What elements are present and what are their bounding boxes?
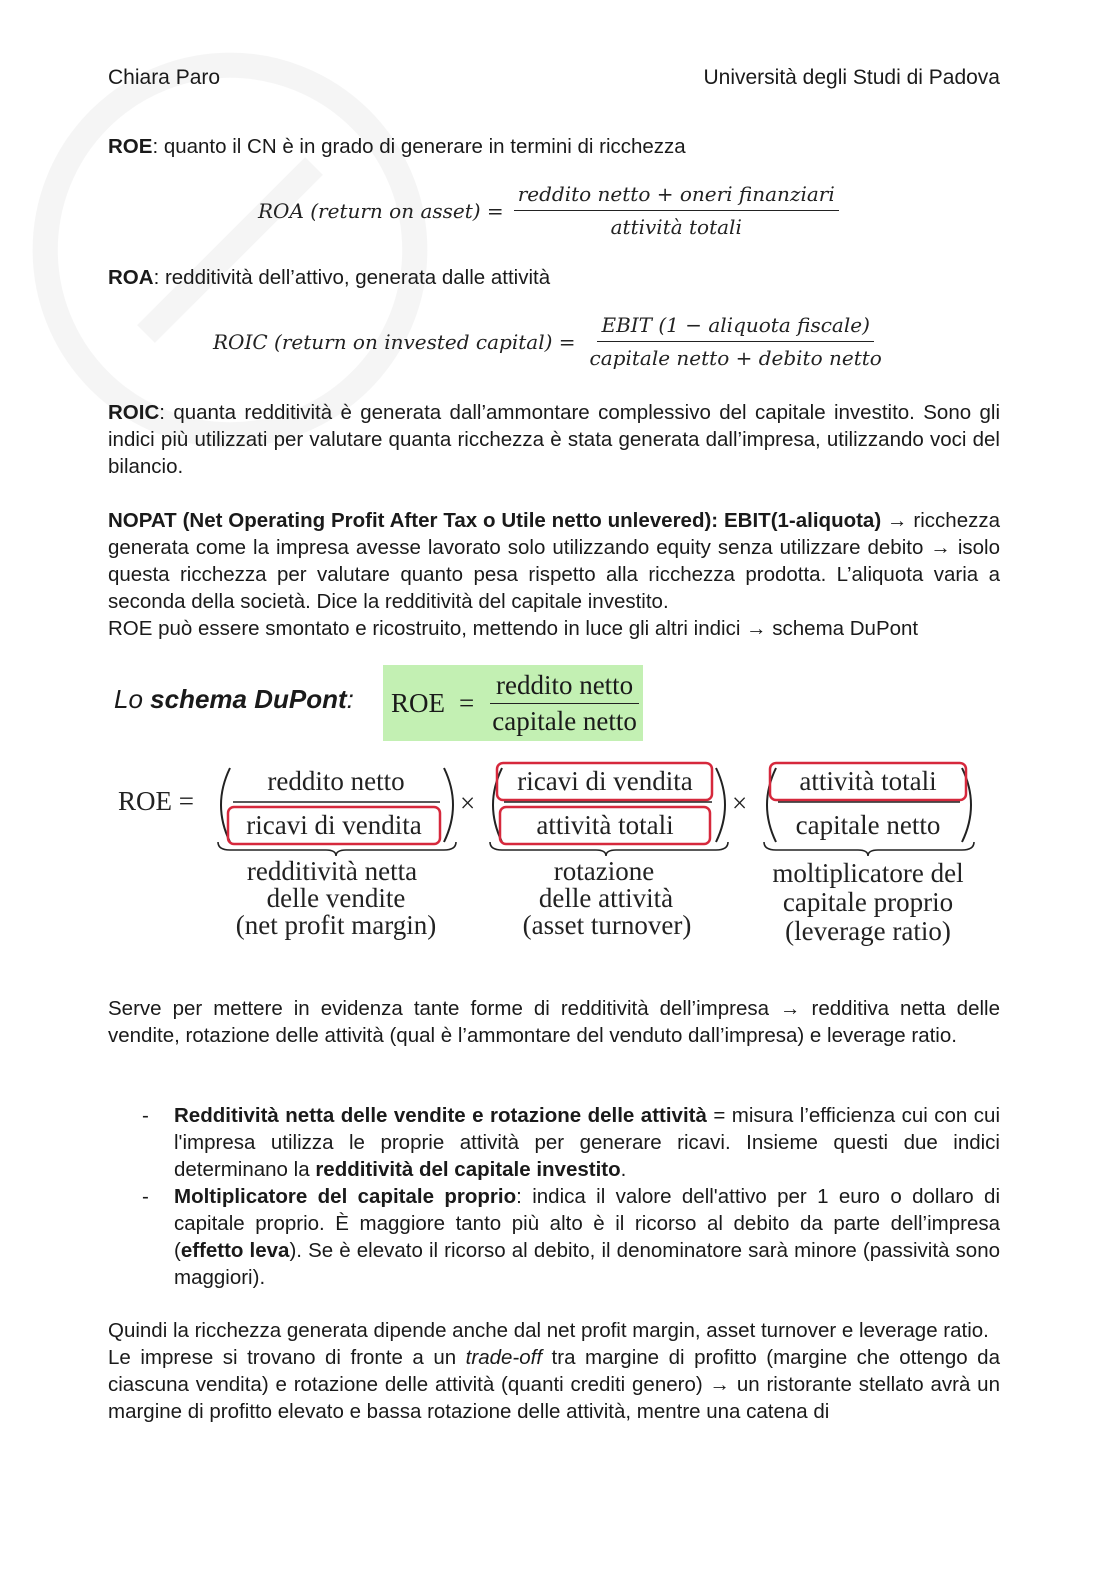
f1-denominator: ricavi di vendita — [246, 810, 422, 840]
box-roe-label: ROE — [391, 687, 445, 718]
bullet-2-bold2: effetto leva — [180, 1239, 290, 1262]
box-denominator: capitale netto — [492, 705, 637, 736]
bullet-dash: - — [142, 1104, 149, 1127]
box-equals: = — [459, 687, 475, 718]
bullet-list — [108, 1102, 1000, 1291]
quindi-paragraph — [108, 1317, 1000, 1425]
times-1: × — [460, 788, 476, 818]
serve-paragraph: Serve per mettere in evidenza tante forme di redditività dell’impresa → redditiva netta delle vendite, rotazione delle attività (qual è l’ammontare del venduto dall’impresa) e leverage ratio. — [108, 997, 1000, 1047]
roic-numerator: EBIT (1 − aliquota fiscale) — [597, 313, 873, 342]
f3-numerator: attività totali — [799, 766, 937, 796]
f1-numerator: reddito netto — [267, 766, 405, 796]
dupont-title-suffix: : — [346, 684, 354, 714]
bullet-2-text: : indica il valore dell'attivo per 1 euro o dollaro di capitale proprio. È maggiore tanto più alto è il ricorso al debito da parte dell’impresa ( — [174, 1185, 1000, 1262]
university-name: Università degli Studi di Padova — [703, 66, 1000, 89]
nopat-paragraph — [108, 507, 1000, 642]
roa-fraction — [514, 182, 839, 239]
label-1-line3: (net profit margin) — [235, 910, 437, 940]
f2-numerator: ricavi di vendita — [517, 766, 693, 796]
roic-definition — [108, 399, 1000, 480]
page-header — [108, 66, 1000, 90]
f1-right-paren — [444, 768, 453, 842]
box-numerator: reddito netto — [490, 670, 639, 704]
roic-formula — [213, 313, 886, 370]
roa-definition — [108, 264, 1000, 291]
f2-right-paren — [716, 768, 725, 842]
roa-text: : redditività dell’attivo, generata dalle attività — [153, 266, 551, 289]
roe-term: ROE — [108, 135, 153, 158]
brace-3 — [764, 842, 974, 856]
f2-denominator: attività totali — [536, 810, 674, 840]
bullet-1-bold2: redditività del capitale investito — [315, 1158, 621, 1181]
roe-text: : quanto il CN è in grado di generare in termini di ricchezza — [152, 135, 686, 158]
roic-term: ROIC — [108, 401, 160, 424]
label-2-line3: (asset turnover) — [522, 910, 692, 940]
dupont-diagram — [100, 750, 1000, 950]
nopat-term: NOPAT (Net Operating Profit After Tax o Utile netto unlevered): EBIT(1-aliquota) — [108, 509, 882, 532]
roa-term: ROA — [108, 266, 154, 289]
tradeoff-post: tra margine di profitto (margine che ottengo da ciascuna vendita) e rotazione delle attività (quanti crediti genero) → un ristorante stellato avrà un margine di profitto elevato e bassa rotazione delle attività, mentre una catena di — [108, 1346, 1000, 1423]
dupont-intro: ROE può essere smontato e ricostruito, mettendo in luce gli altri indici → schema DuPont — [108, 617, 919, 640]
label-3-line2: capitale proprio — [782, 887, 954, 917]
box-fraction — [486, 670, 643, 737]
quindi-text: Quindi la ricchezza generata dipende anche dal net profit margin, asset turnover e leverage ratio. — [108, 1319, 989, 1342]
bullet-text — [174, 1183, 1000, 1291]
roa-denominator: attività totali — [610, 215, 742, 239]
bullet-1-end: . — [620, 1158, 627, 1181]
bullet-1-text: = misura l’efficienza cui con cui l'impresa utilizza le proprie attività per generare ricavi. Insieme questi due indici determinano la — [174, 1104, 1000, 1181]
nopat-text: → ricchezza generata come la impresa avesse lavorato solo utilizzando equity senza utilizzare debito → isolo questa ricchezza per valutare quanto pesa rispetto alla ricchezza prodotta. L’aliquota varia a seconda della società. Dice la redditività del capitale investito. — [108, 509, 1000, 613]
bullet-item-1 — [108, 1102, 1000, 1183]
roa-lhs: ROA (return on asset) = — [258, 198, 504, 223]
label-2-line2: delle attività — [538, 883, 674, 913]
label-1-line1: redditività netta — [246, 856, 418, 886]
watermark-logo — [20, 40, 440, 460]
label-3-line3: (leverage ratio) — [785, 916, 951, 946]
roa-formula — [258, 182, 839, 239]
f3-denominator: capitale netto — [795, 810, 941, 840]
roic-text: : quanta redditività è generata dall’ammontare complessivo del capitale investito. Sono gli indici più utilizzati per valutare quanta ricchezza è stata generata dall’impresa, utilizzando voci del bilancio. — [108, 401, 1000, 478]
bullet-1-bold: Redditività netta delle vendite e rotazione delle attività — [174, 1104, 707, 1127]
dupont-lhs: ROE = — [118, 786, 194, 816]
dupont-title-prefix: Lo — [114, 684, 151, 714]
roic-fraction — [586, 313, 886, 370]
tradeoff-pre: Le imprese si trovano di fronte a un — [108, 1346, 466, 1369]
roe-highlight-box — [383, 665, 643, 741]
author-name: Chiara Paro — [108, 66, 221, 89]
bullet-item-2 — [108, 1183, 1000, 1291]
bullet-text — [174, 1102, 1000, 1183]
bullet-dash: - — [142, 1185, 149, 1208]
bullet-2-bold: Moltiplicatore del capitale proprio — [174, 1185, 517, 1208]
times-2: × — [732, 788, 748, 818]
tradeoff-em: trade-off — [465, 1346, 543, 1369]
roic-lhs: ROIC (return on invested capital) = — [213, 329, 576, 354]
label-1-line2: delle vendite — [266, 883, 406, 913]
f3-left-paren — [767, 768, 776, 842]
roa-numerator: reddito netto + oneri finanziari — [514, 182, 839, 211]
label-2-line1: rotazione — [553, 856, 655, 886]
roe-definition — [108, 133, 1000, 160]
dupont-title-bold: schema DuPont — [150, 684, 347, 714]
label-3-line1: moltiplicatore del — [772, 858, 964, 888]
bullet-2-end: ). Se è elevato il ricorso al debito, il denominatore sarà minore (passività sono maggiori). — [174, 1239, 1000, 1289]
roic-denominator: capitale netto + debito netto — [589, 346, 882, 370]
dupont-title — [114, 684, 354, 715]
